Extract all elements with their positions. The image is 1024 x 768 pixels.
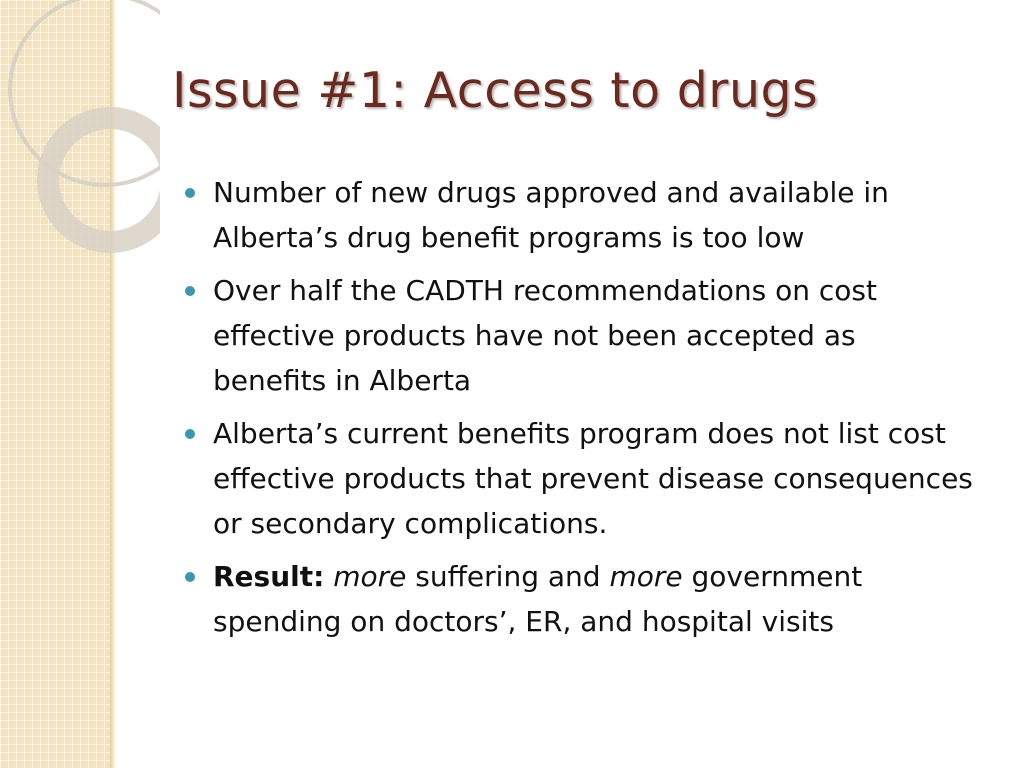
result-label: Result: (213, 560, 325, 593)
slide-title: Issue #1: Access to drugs (172, 62, 819, 119)
bullet-item (185, 170, 975, 260)
result-text: government spending on doctors’, ER, and hospital visits (213, 560, 863, 638)
emphasis-more: more (333, 560, 407, 593)
bullet-item-result (185, 554, 975, 644)
bullet-text: Number of new drugs approved and available in Alberta’s drug benefit programs is too low (213, 176, 889, 254)
bullet-text: Over half the CADTH recommendations on cost effective products have not been accepted as benefits in Alberta (213, 274, 877, 397)
bullet-icon (185, 286, 195, 296)
emphasis-more: more (609, 560, 683, 593)
bullet-icon (185, 429, 195, 439)
result-text: suffering and (406, 560, 610, 593)
bullet-item (185, 268, 975, 403)
bullet-list (185, 170, 975, 652)
bullet-item (185, 411, 975, 546)
bullet-icon (185, 572, 195, 582)
bullet-icon (185, 188, 195, 198)
bullet-text: Alberta’s current benefits program does not list cost effective products that prevent disease consequences or secondary complications. (213, 417, 973, 540)
decorative-circles-icon (0, 0, 160, 260)
